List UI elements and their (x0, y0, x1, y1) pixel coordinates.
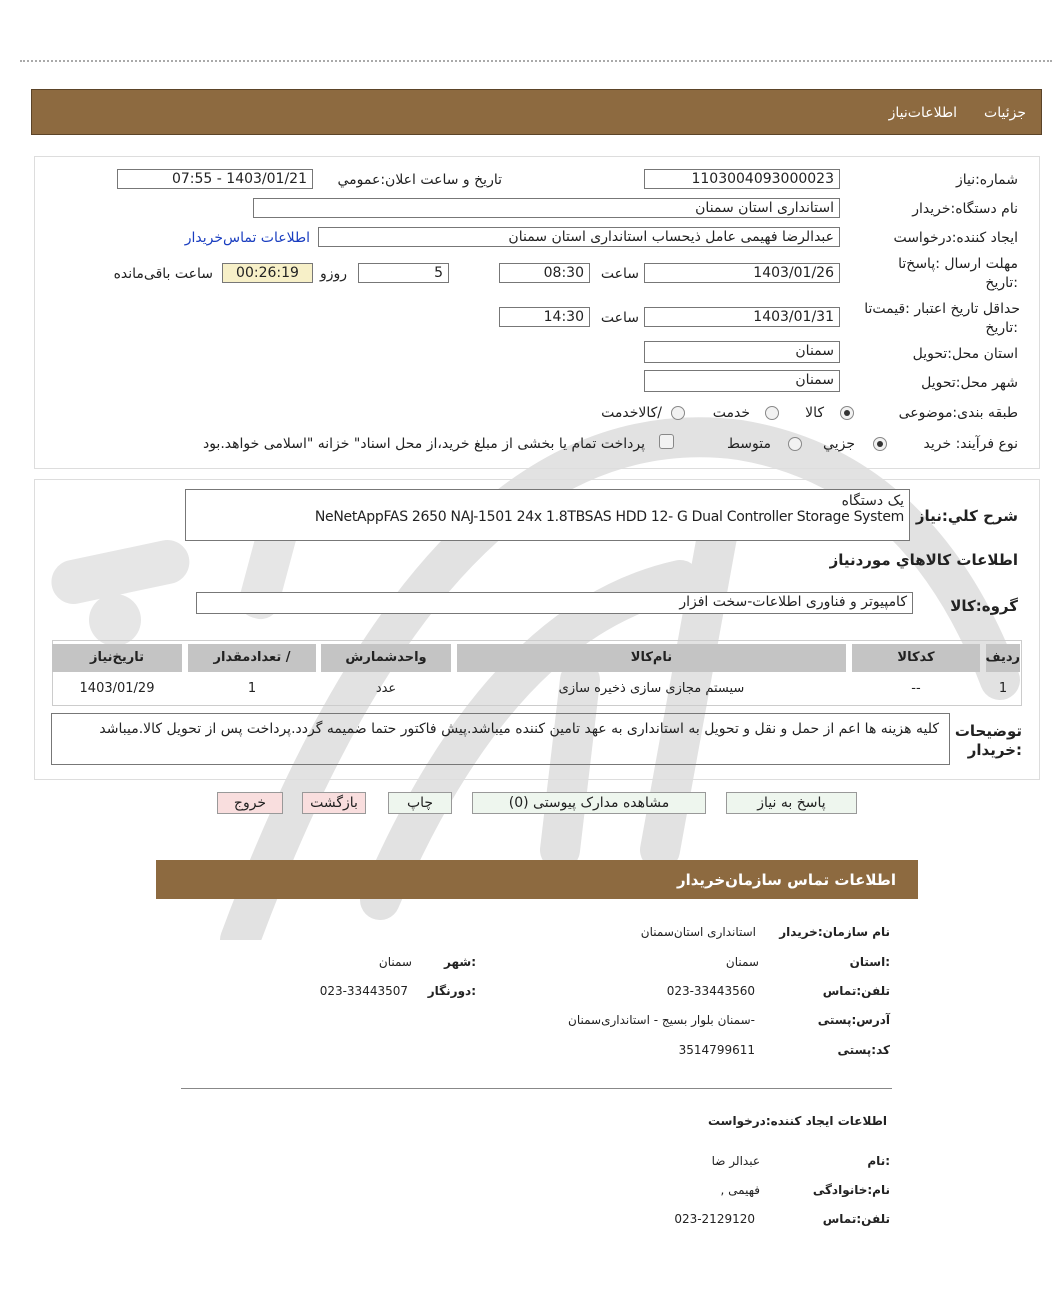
validity-label-2: :تاریخ (985, 320, 1018, 336)
description-box (185, 489, 910, 541)
category-goods-radio[interactable] (840, 406, 854, 420)
header-bar (31, 89, 1042, 135)
days-label: روزو (319, 266, 347, 282)
creator-name: عبدالر ضا (711, 1154, 760, 1168)
col-date-header: تاریخ‌نیاز (52, 644, 182, 672)
col-name-header: نام‌کالا (457, 644, 846, 672)
contact-fax-label: :دورنگار (427, 984, 476, 998)
contact-postal: 3514799611 (678, 1043, 755, 1057)
contact-info-link[interactable]: اطلاعات تماس‌خریدار (184, 230, 310, 246)
reply-button[interactable]: پاسخ به نیاز (726, 792, 857, 814)
creator-field: عبدالرضا فهیمی عامل ذیحساب استانداری استان سمنان (318, 227, 840, 247)
creator-phone-label: تلفن:تماس (822, 1212, 890, 1226)
validity-date-field: 1403/01/31 (644, 307, 840, 327)
buyer-notes-label-2: :خریدار (967, 741, 1022, 759)
buyer-notes-box: کلیه هزینه ها اعم از حمل و نقل و تحویل به استانداری به عهد تامین کننده میباشد.پیش فاکتور حتما ضمیمه گردد.پرداخت پس از تحویل کالا.میباشد (51, 713, 950, 765)
col-unit-header: واحدشمارش (321, 644, 451, 672)
contact-postal-label: کد:پستی (837, 1043, 890, 1057)
back-button[interactable]: بازگشت (302, 792, 366, 814)
goods-title: اطلاعات کالاهاي موردنیاز (829, 551, 1018, 569)
contact-city-label: :شهر (444, 955, 476, 969)
col-row-header: ردیف (986, 644, 1020, 672)
need-number-field: 1103004093000023 (644, 169, 840, 189)
cell-row: 1 (998, 681, 1008, 696)
creator-family-label: نام:خانوادگی (812, 1183, 890, 1197)
contact-divider (181, 1088, 892, 1089)
category-label: طبقه بندی:موضوعی (898, 405, 1018, 421)
remaining-time-field: 00:26:19 (222, 263, 313, 283)
tab-details[interactable]: جزئیات (984, 105, 1026, 121)
print-button[interactable]: چاپ (388, 792, 452, 814)
process-partial-radio[interactable] (873, 437, 887, 451)
province-field: سمنان (644, 341, 840, 363)
cell-unit: عدد (375, 681, 397, 696)
cell-qty: 1 (247, 681, 257, 696)
category-service-label: خدمت (712, 405, 750, 421)
creator-phone: 023-2129120 (674, 1212, 755, 1226)
process-medium-radio[interactable] (788, 437, 802, 451)
contact-header-bar (156, 860, 918, 899)
payment-note: پرداخت تمام یا بخشی از مبلغ خرید،از محل اسناد" خزانه "اسلامی خواهد.بود (202, 436, 645, 452)
description-line-1: یک دستگاه (841, 493, 904, 509)
payment-checkbox[interactable] (659, 434, 674, 449)
contact-phone-label: تلفن:تماس (822, 984, 890, 998)
announce-label: تاریخ و ساعت اعلان:عمومي (337, 172, 502, 188)
col-code-header: کدکالا (852, 644, 980, 672)
contact-phone: 023-33443560 (666, 984, 755, 998)
validity-time-label: ساعت (600, 310, 639, 326)
contact-province-label: :استان (849, 955, 890, 969)
buyer-notes-label: توضیحات (954, 722, 1022, 740)
province-label: استان محل:تحویل (912, 346, 1018, 362)
col-qty-header: / تعدادمقدار (188, 644, 316, 672)
validity-time-field: 14:30 (499, 307, 590, 327)
contact-city: سمنان (378, 955, 412, 969)
goods-group-field: کامپیوتر و فناوری اطلاعات-سخت افزار (196, 592, 913, 614)
process-partial-label: جزیي (823, 436, 855, 452)
days-field: 5 (358, 263, 449, 283)
contact-title: اطلاعات تماس سازمان‌خریدار (676, 871, 896, 889)
description-label: شرح کلي:نیاز (915, 507, 1018, 525)
creator-label: ایجاد کننده:درخواست (893, 230, 1018, 246)
category-goods-label: کالا (805, 405, 824, 421)
contact-province: سمنان (725, 955, 759, 969)
category-service-radio[interactable] (765, 406, 779, 420)
exit-button[interactable]: خروج (217, 792, 283, 814)
cell-code: -- (911, 681, 921, 696)
deadline-time-field: 08:30 (499, 263, 590, 283)
contact-address-label: آدرس:پستی (817, 1013, 890, 1027)
deadline-label: مهلت ارسال :پاسخ‌تا (898, 256, 1018, 272)
contact-fax: 023-33443507 (319, 984, 408, 998)
cell-name: سیستم مجازی سازی ذخیره سازی (558, 681, 745, 696)
tab-need-info[interactable]: اطلاعات‌نیاز (888, 105, 957, 121)
contact-address: -سمنان بلوار بسیج - استانداری‌سمنان (568, 1013, 755, 1027)
deadline-label-2: :تاریخ (985, 275, 1018, 291)
process-medium-label: متوسط (727, 436, 771, 452)
description-line-2: NeNetAppFAS 2650 NAJ-1501 24x 1.8TBSAS HDD 12- G Dual Controller Storage System (314, 509, 904, 525)
creator-info-title: اطلاعات ایجاد کننده:درخواست (707, 1114, 887, 1128)
buyer-org-field: استانداری استان سمنان (253, 198, 840, 218)
validity-label: حداقل تاریخ اعتبار :قیمت‌تا (864, 301, 1020, 317)
creator-family: فهیمی , (720, 1183, 760, 1197)
contact-org: استانداری استان‌سمنان (640, 925, 756, 939)
top-divider (20, 60, 1052, 62)
deadline-date-field: 1403/01/26 (644, 263, 840, 283)
remaining-label: ساعت باقی‌مانده (113, 266, 213, 282)
process-label: نوع فرآیند: خرید (923, 436, 1018, 452)
category-both-label: /کالاخدمت (601, 405, 662, 421)
goods-group-label: گروه:کالا (950, 597, 1018, 615)
attachments-button[interactable]: مشاهده مدارک پیوستی (0) (472, 792, 706, 814)
category-both-radio[interactable] (671, 406, 685, 420)
creator-name-label: :نام (867, 1154, 890, 1168)
buyer-org-label: نام دستگاه:خریدار (912, 201, 1018, 217)
city-field: سمنان (644, 370, 840, 392)
cell-date: 1403/01/29 (79, 681, 155, 696)
announce-field: 1403/01/21 - 07:55 (117, 169, 313, 189)
city-label: شهر محل:تحویل (921, 375, 1018, 391)
contact-org-label: نام سازمان:خریدار (779, 925, 890, 939)
need-number-label: شماره:نیاز (955, 172, 1018, 188)
deadline-time-label: ساعت (600, 266, 639, 282)
